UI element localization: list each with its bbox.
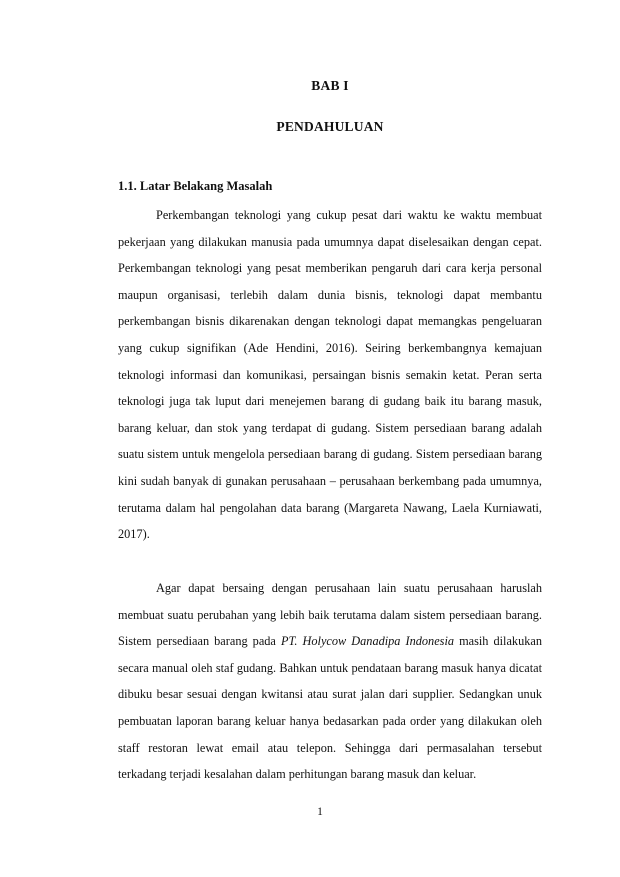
page-number: 1 xyxy=(317,806,323,818)
paragraph-2-start: Agar dapat bersaing dengan perusahaan lain suatu perusahaan haruslah membuat suatu perubahan yang lebih baik terutama dalam sistem persediaan barang. Sistem persediaan barang pada xyxy=(118,581,542,649)
company-name: PT. Holycow Danadipa Indonesia xyxy=(280,634,455,649)
paragraph-1-block xyxy=(118,202,542,548)
section-heading: 1.1. Latar Belakang Masalah xyxy=(118,179,273,193)
paragraph-2-block xyxy=(118,575,542,788)
paragraph-1: Perkembangan teknologi yang cukup pesat dari waktu ke waktu membuat pekerjaan yang dilakukan manusia pada umumnya dapat diselesaikan dengan cepat. Perkembangan teknologi yang pesat memberikan pengaruh dari cara kerja personal maupun organisasi, terlebih dalam dunia bisnis, teknologi dapat membantu perkembangan bisnis dikarenakan dengan teknologi dapat memangkas pengeluaran yang cukup signifikan (Ade Hendini, 2016). Seiring berkembangnya kemajuan teknologi informasi dan komunikasi, persaingan bisnis semakin ketat. Peran serta teknologi juga tak luput dari menejemen barang di gudang baik itu barang masuk, barang keluar, dan stok yang terdapat di gudang. Sistem persediaan barang adalah suatu sistem untuk mengelola persediaan barang di gudang. Sistem persediaan barang kini sudah banyak di gunakan perusahaan – perusahaan berkembang pada umumnya, terutama dalam hal pengolahan data barang (Margareta Nawang, Laela Kurniawati, 2017). xyxy=(118,208,542,542)
chapter-number: BAB I xyxy=(311,78,349,93)
paragraph-2-end: masih dilakukan secara manual oleh staf gudang. Bahkan untuk pendataan barang masuk hanya dicatat dibuku besar sesuai dengan kwitansi atau surat jalan dari supplier. Sedangkan unuk pembuatan laporan barang keluar hanya bedasarkan pada order yang dilakukan oleh staff restoran lewat email atau telepon. Sehingga dari permasalahan tersebut terkadang terjadi kesalahan dalam perhitungan barang masuk dan keluar. xyxy=(118,634,542,782)
paragraph-2 xyxy=(118,575,542,788)
chapter-title: PENDAHULUAN xyxy=(276,119,384,134)
